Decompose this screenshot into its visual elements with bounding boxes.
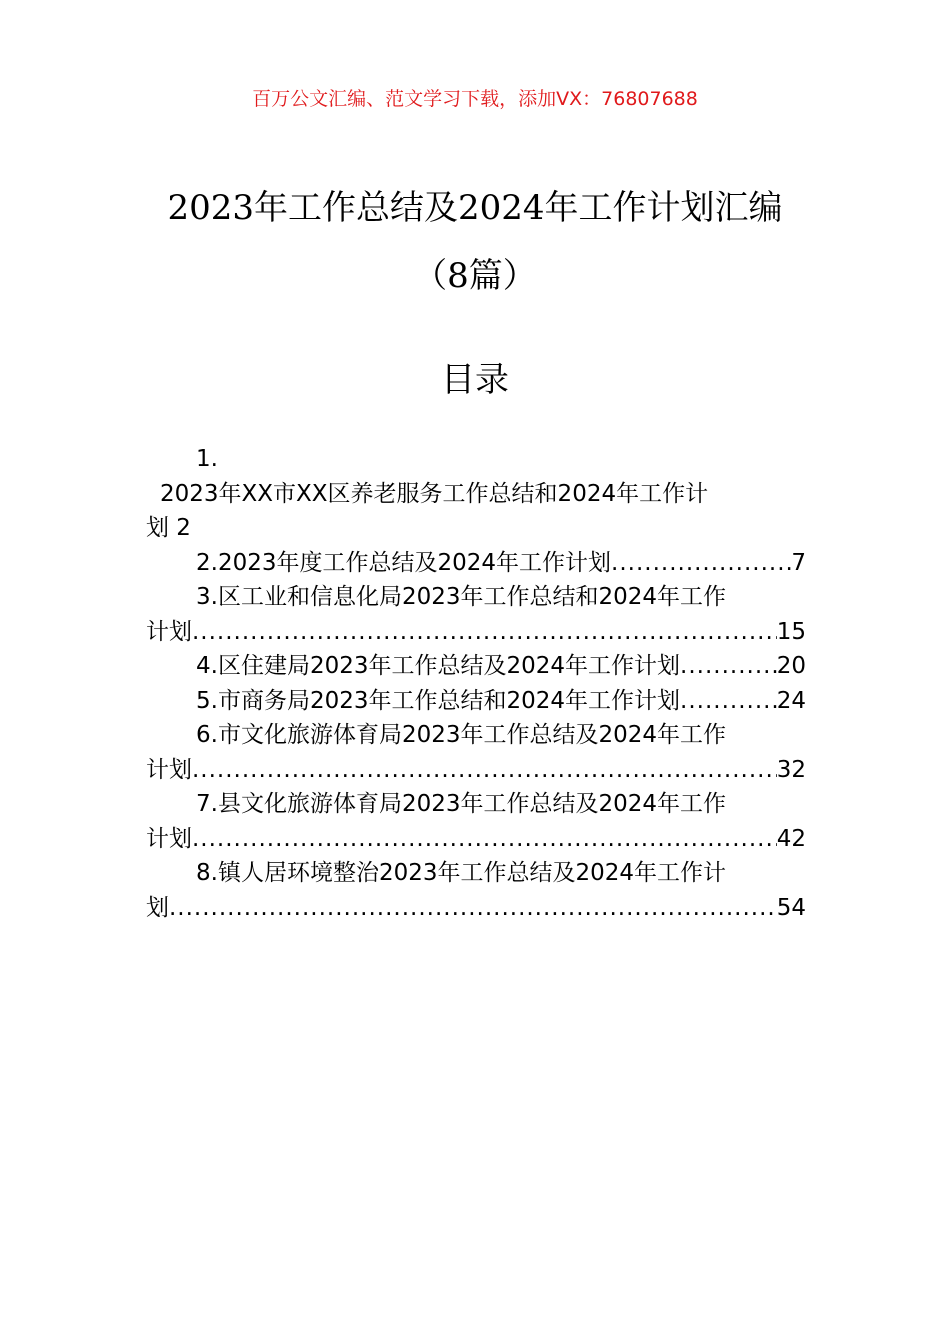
toc-item-5-title: 5.市商务局2023年工作总结和2024年工作计划: [196, 687, 681, 714]
document-subtitle: （8篇）: [413, 256, 537, 296]
toc-leader-dots: [611, 546, 791, 581]
toc-leader-dots: [192, 753, 777, 788]
toc-leader-dots: [192, 822, 777, 857]
toc-item-7-page: 42: [776, 825, 806, 852]
toc-item-8-title[interactable]: 8.镇人居环境整治2023年工作总结及2024年工作计: [196, 860, 727, 886]
toc-leader-dots: [169, 891, 777, 926]
toc-item-4[interactable]: [146, 649, 806, 684]
document-title: 2023年工作总结及2024年工作计划汇编: [167, 188, 783, 228]
toc-item-4-page: 20: [776, 653, 806, 679]
toc-heading: 目录: [441, 360, 509, 400]
toc-leader-dots: [680, 684, 777, 719]
toc-item-8[interactable]: [146, 891, 806, 926]
toc-item-4-title: 4.区住建局2023年工作总结及2024年工作计划: [196, 653, 681, 679]
toc-item-6-page: 32: [776, 756, 806, 783]
toc-item-5[interactable]: [146, 684, 806, 719]
toc-item-3-title-cont: 计划: [146, 618, 192, 645]
toc-item-6-title-cont: 计划: [146, 756, 192, 783]
toc-item-2-page: 7: [791, 549, 806, 576]
watermark-text: 百万公文汇编、范文学习下载，添加VX：76807688: [252, 88, 698, 110]
toc-item-2[interactable]: [146, 546, 806, 581]
toc-item-7[interactable]: [146, 822, 806, 857]
toc-item-6-title[interactable]: 6.市文化旅游体育局2023年工作总结及2024年工作: [196, 722, 727, 748]
toc-item-2-title: 2.2023年度工作总结及2024年工作计划: [196, 549, 612, 576]
toc-item-8-page: 54: [776, 894, 806, 921]
toc-leader-dots: [680, 649, 777, 684]
toc-leader-dots: [192, 615, 777, 650]
toc-item-1-title[interactable]: 2023年XX市XX区养老服务工作总结和2024年工作计: [160, 480, 709, 507]
toc-item-3-title[interactable]: 3.区工业和信息化局2023年工作总结和2024年工作: [196, 584, 727, 610]
toc-item-1-number[interactable]: 1.: [196, 446, 218, 472]
toc-item-7-title-cont: 计划: [146, 825, 192, 852]
toc-item-8-title-cont: 划: [146, 894, 169, 921]
toc-item-6[interactable]: [146, 753, 806, 788]
toc-item-3[interactable]: [146, 615, 806, 650]
toc-item-5-page: 24: [776, 687, 806, 714]
table-of-contents: [146, 442, 806, 925]
toc-item-1-title-cont[interactable]: 划 2: [146, 515, 191, 541]
toc-item-7-title[interactable]: 7.县文化旅游体育局2023年工作总结及2024年工作: [196, 791, 727, 817]
toc-item-3-page: 15: [776, 618, 806, 645]
